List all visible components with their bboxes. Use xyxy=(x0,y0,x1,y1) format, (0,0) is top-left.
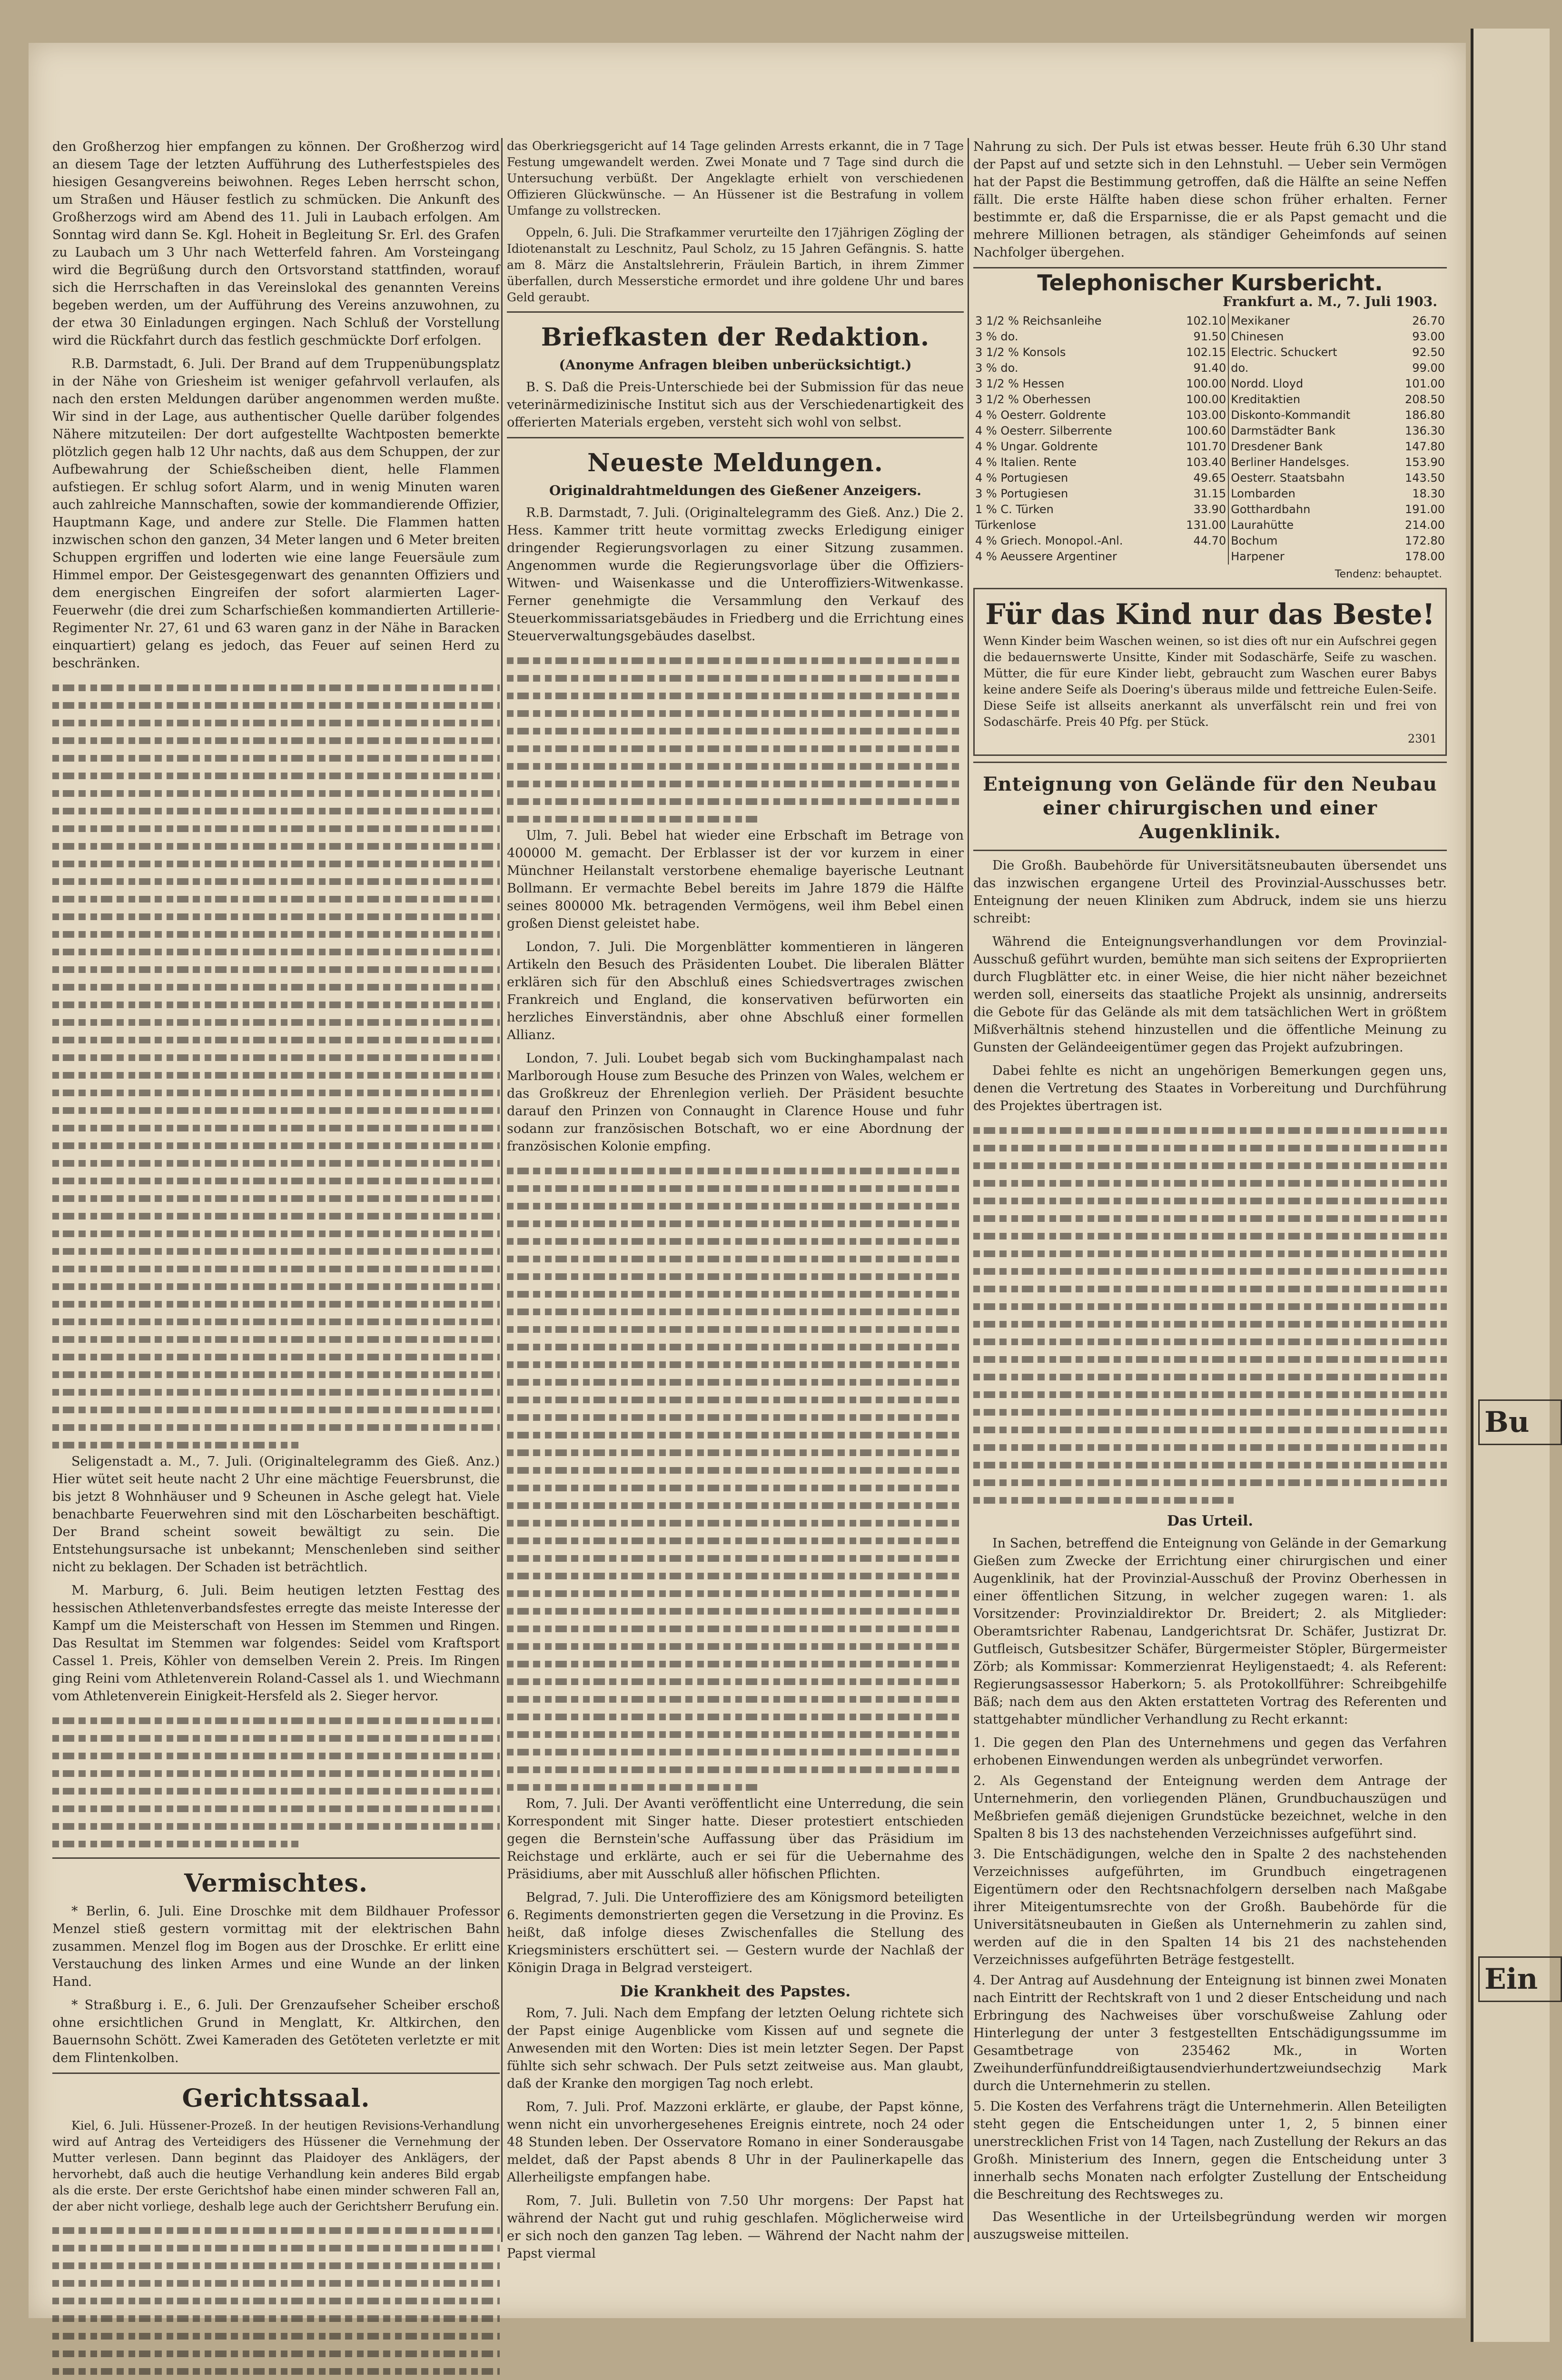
text-line xyxy=(507,1267,964,1284)
text-line xyxy=(52,995,500,1012)
enteignung-paragraph-2: Während die Enteignungsverhandlungen vor dem Provinzial-Ausschuß geführt wurden, bemühte man sich seitens der Expropriierten durch Flugblätter etc. in einer Weise, die hier nicht näher bezeichnet werden soll, einerseits das staatliche Projekt als unsinnig, andrerseits die Gebote für das Gelände als mit dem tatsächlichen Wert in größtem Mißverhältnis stehend hinzustellen und die öffentliche Meinung zu Gunsten der Geländeeigentümer gegen das Projekt aufzubringen. xyxy=(973,934,1447,1055)
kurs-name: 4 % Aeussere Argentiner xyxy=(975,550,1117,563)
kurs-name: do. xyxy=(1228,360,1390,376)
text-line xyxy=(507,721,964,739)
text-line xyxy=(507,1601,964,1619)
text-line xyxy=(507,1513,964,1531)
text-line xyxy=(52,924,500,942)
kurs-name: Berliner Handelsges. xyxy=(1228,455,1390,470)
kurs-name: Lombarden xyxy=(1228,486,1390,502)
text-line xyxy=(52,1312,500,1329)
kurs-value: 102.10 xyxy=(1186,314,1226,327)
heading-enteignung: Enteignung von Gelände für den Neubau einer chirurgischen und einer Augenklinik. xyxy=(983,773,1437,843)
text-line xyxy=(973,1490,1234,1508)
article-darmstadt-brand: R.B. Darmstadt, 6. Juli. Der Brand auf dem Truppenübungsplatz in der Nähe von Griesheim ist weniger gefahrvoll verlaufen, als nach den ersten Meldungen darüber angenommen werden mußte. Wir sind in der Lage, aus authentischer Quelle darüber folgendes Nähere mitzuteilen: Der dort aufgestellte Wachtposten bemerkte plötzlich gegen halb 12 Uhr nachts, daß aus dem Schuppen, der zur Aufbewahrung der Schießscheiben dient, helle Flammen aufstiegen. Er schlug sofort Alarm, und in wenig Minuten waren auch zahlreiche Mannschaften, sowie der kommandierende Offizier, Hauptmann Kage, und andere zur Stelle. Die Flammen hatten inzwischen schon den ganzen, 34 Meter langen und 6 Meter breiten Schuppen ergriffen und loderten wie eine lange Feuersäule zum Himmel empor. Der Geistesgegenwart des genannten Offiziers und dem energischen Eingreifen der sofort alarmierten Lager-Feuerwehr (die drei zum Scharfschießen kommandierten Artillerie-Regimenter Nr. 27, 61 und 63 waren ganz in der Nähe in Baracken einquartiert) gelang es jedoch, das Feuer auf seinen Herd zu beschränken. xyxy=(52,357,500,671)
text-line xyxy=(52,801,500,819)
kurs-value: 136.30 xyxy=(1405,424,1445,437)
text-line xyxy=(52,695,500,713)
text-line xyxy=(52,1764,500,1781)
kurs-value: 208.50 xyxy=(1405,393,1445,406)
article-strassburg: * Straßburg i. E., 6. Juli. Der Grenzaufseher Scheiber erschoß ohne ersichtlichen Grund in Menglatt, Kr. Altkirchen, den Bauernsohn Schött. Zwei Kameraden des Getöteten verletzte er mit dem Flintenkolben. xyxy=(52,1998,500,2065)
text-line xyxy=(507,1196,964,1214)
article-rom-1: Rom, 7. Juli. Nach dem Empfang der letzten Oelung richtete sich der Papst einige Augenblicke vom Kissen auf und segnete die Anwesenden mit den Worten: Dies ist mein letzter Segen. Der Papst fühlte sich sehr schwach. Der Puls setzt zeitweise aus. Man glaubt, daß der Kranke den morgigen Tag noch erlebt. xyxy=(507,2006,964,2091)
text-line xyxy=(52,1206,500,1224)
kurs-name: 3 % do. xyxy=(975,361,1018,375)
kurs-value: 92.50 xyxy=(1412,346,1445,359)
text-line xyxy=(973,1349,1447,1367)
kurs-value: 102.15 xyxy=(1186,346,1226,359)
kurs-value: 91.40 xyxy=(1193,361,1226,375)
kurs-value: 103.00 xyxy=(1186,408,1226,422)
kurs-value: 18.30 xyxy=(1412,487,1445,500)
text-line xyxy=(973,1367,1447,1385)
text-line xyxy=(507,668,964,686)
text-line xyxy=(507,1302,964,1319)
column-1 xyxy=(52,138,500,2242)
kurs-value: 178.00 xyxy=(1405,550,1445,563)
article-ulm: Ulm, 7. Juli. Bebel hat wieder eine Erbschaft im Betrage von 400000 M. gemacht. Der Erblasser ist der vor kurzem in einer Münchner Heilanstalt verstorbene ehemalige bayerische Leutnant Bollmann. Er vermachte Bebel bereits im Jahre 1879 die Hälfte seines 800000 Mk. betragenden Vermögens, weil ihm Bebel einen großen Dienst geleistet habe. xyxy=(507,828,964,931)
urteil-item: 3. Die Entschädigungen, welche den in Spalte 2 des nachstehenden Verzeichnisses aufgeführten, im Grundbuch eingetragenen Eigentümern oder den Rechtsnachfolgern derselben nach Maßgabe ihrer Miteigentumsrechte von der Großh. Baubehörde für die Universitätsneubauten in Gießen als Unternehmerin zu zahlen sind, werden auf die in den Spalten 14 bis 21 des nachstehenden Verzeichnisses aufgeführten Beträge festgestellt. xyxy=(973,1847,1447,1967)
article-seligenstadt: Seligenstadt a. M., 7. Juli. (Originaltelegramm des Gieß. Anz.) Hier wütet seit heute nacht 2 Uhr eine mächtige Feuersbrunst, die bis jetzt 8 Wohnhäuser und 9 Scheunen in Asche gelegt hat. Viele benachbarte Feuerwehren sind mit den Löscharbeiten beschäftigt. Der Brand scheint soweit bewältigt zu sein. Die Entstehungsursache ist unbekannt; Menschenleben sind seither nicht zu beklagen. Der Schaden ist beträchtlich. xyxy=(52,1454,500,1575)
text-line xyxy=(973,1209,1447,1226)
kurs-value: 26.70 xyxy=(1412,314,1445,327)
text-line xyxy=(52,1224,500,1241)
kurs-name: 3 % Portugiesen xyxy=(975,487,1068,500)
text-lines-enteignung xyxy=(973,1121,1447,1508)
text-line xyxy=(52,1294,500,1312)
kurs-row xyxy=(973,470,1447,486)
heading-neueste-meldungen: Neueste Meldungen. xyxy=(587,448,883,477)
text-line xyxy=(52,1083,500,1101)
text-line xyxy=(52,1418,500,1435)
kurs-row xyxy=(973,517,1447,533)
kurs-row xyxy=(973,502,1447,517)
text-line xyxy=(52,1030,500,1048)
text-line xyxy=(507,1725,964,1742)
text-line xyxy=(52,1241,500,1259)
section-divider xyxy=(507,437,964,438)
section-divider xyxy=(973,850,1447,851)
text-line xyxy=(52,889,500,907)
text-line xyxy=(507,1742,964,1760)
text-line xyxy=(52,1728,500,1746)
kursbericht-title: Telephonischer Kursbericht. xyxy=(1037,270,1383,296)
kurs-name: Oesterr. Staatsbahn xyxy=(1228,470,1390,486)
text-line xyxy=(507,1548,964,1566)
text-line xyxy=(973,1138,1447,1156)
text-line xyxy=(507,1249,964,1267)
kursbericht xyxy=(973,270,1447,583)
text-line xyxy=(507,1672,964,1689)
urteil-item: 1. Die gegen den Plan des Unternehmens und gegen das Verfahren erhobenen Einwendungen werden als unbegründet verworfen. xyxy=(973,1735,1447,1768)
kursbericht-table xyxy=(973,313,1447,565)
heading-briefkasten: Briefkasten der Redaktion. xyxy=(541,323,930,352)
kurs-name: Türkenlose xyxy=(975,518,1037,532)
text-line xyxy=(507,1760,964,1777)
text-line xyxy=(52,2221,500,2238)
briefkasten-entry: B. S. Daß die Preis-Unterschiede bei der Submission für das neue veterinärmedizinische Institut sich aus der Verschiedenartigkeit des offerierten Materials ergeben, versteht sich wohl von selbst. xyxy=(507,380,964,430)
kurs-name: Bochum xyxy=(1228,533,1390,549)
kurs-value: 100.00 xyxy=(1186,393,1226,406)
text-line xyxy=(52,766,500,783)
text-line xyxy=(507,1319,964,1337)
advertisement-body: Wenn Kinder beim Waschen weinen, so ist dies oft nur ein Aufschrei gegen die bedauernswerte Unsitte, Kinder mit Sodaschärfe, Seife zu waschen. Mütter, die für eure Kinder liebt, gebraucht zum Waschen eurer Babys keine andere Seife als Doering's überaus milde und fettreiche Eulen-Seife. Diese Seife ist allseits anerkannt als unverfälscht rein und frei von Sodaschärfe. Preis 40 Pfg. per Stück. xyxy=(983,634,1437,729)
text-line xyxy=(52,1834,298,1852)
text-line xyxy=(507,1161,964,1179)
text-line xyxy=(507,1460,964,1478)
kurs-name: Diskonto-Kommandit xyxy=(1228,407,1390,423)
text-line xyxy=(52,2361,500,2379)
text-line xyxy=(52,907,500,924)
text-line xyxy=(52,1171,500,1189)
kurs-name: Electric. Schuckert xyxy=(1228,345,1390,360)
section-divider xyxy=(973,762,1447,763)
kurs-row xyxy=(973,533,1447,549)
kurs-row xyxy=(973,486,1447,502)
kurs-name: 4 % Oesterr. Silberrente xyxy=(975,424,1112,437)
text-line xyxy=(52,1048,500,1065)
text-line xyxy=(507,1566,964,1584)
urteil-preamble: In Sachen, betreffend die Enteignung von Gelände in der Gemarkung Gießen zum Zwecke der Errichtung einer chirurgischen und einer Augenklinik, hat der Provinzial-Ausschuß der Provinz Oberhessen in einer öffentlichen Sitzung, in welcher zugegen waren: 1. als Vorsitzender: Provinzialdirektor Dr. Breidert; 2. als Mitglieder: Oberamtsrichter Rabenau, Landgerichtsrat Dr. Schäfer, Justizrat Dr. Gutfleisch, Gutsbesitzer Schäfer, Bürgermeister Stöpler, Bürgermeister Zörb; als Kommissar: Kommerzienrat Heyligenstaedt; 4. als Referent: Regierungsassessor Haberkorn; 5. als Protokollführer: Schreibgehilfe Bäß; nach dem aus den Akten erstatteten Vortrag des Referenten und stattgehabter mündlicher Verhandlung zu Recht erkannt: xyxy=(973,1536,1447,1727)
text-line xyxy=(973,1173,1447,1191)
kurs-row xyxy=(973,423,1447,439)
text-line xyxy=(973,1420,1447,1438)
article-oppeln: Oppeln, 6. Juli. Die Strafkammer verurteilte den 17jährigen Zögling der Idiotenanstalt zu Leschnitz, Paul Scholz, zu 15 Jahren Gefängnis. S. hatte am 8. März die Anstaltslehrerin, Fräulein Bartich, in ihrem Zimmer überfallen, durch Messerstiche ermordet und ihre goldene Uhr und bares Geld geraubt. xyxy=(507,226,964,304)
text-line xyxy=(507,1214,964,1231)
text-line xyxy=(52,1259,500,1277)
kurs-value: 93.00 xyxy=(1412,330,1445,343)
article-rom-avanti: Rom, 7. Juli. Der Avanti veröffentlicht eine Unterredung, die sein Korrespondent mit Singer hatte. Dieser protestiert entschieden gegen die Bernstein'sche Auffassung über das Präsidium im Reichstage und erklärte, auch er sei für die Uebernahme des Präsidiums, aber mit Ausschluß aller höfischen Pflichten. xyxy=(507,1796,964,1882)
text-line xyxy=(507,651,964,668)
text-line xyxy=(52,1816,500,1834)
enteignung-paragraph-1: Die Großh. Baubehörde für Universitätsneubauten übersendet uns das inzwischen ergangene Urteil des Provinzial-Ausschusses betr. Enteignung der neuen Kliniken zum Abdruck, indem sie uns hierzu schreibt: xyxy=(973,858,1447,926)
article-rom-3: Rom, 7. Juli. Bulletin von 7.50 Uhr morgens: Der Papst hat während der Nacht gut und ruhig geschlafen. Möglicherweise wird er sich noch den ganzen Tag leben. — Während der Nacht nahm der Papst viermal xyxy=(507,2193,964,2261)
text-line xyxy=(507,1355,964,1372)
text-line xyxy=(52,678,500,695)
column-rule-2 xyxy=(968,138,969,2242)
kurs-value: 101.00 xyxy=(1405,377,1445,390)
kurs-value: 153.90 xyxy=(1405,456,1445,469)
kurs-value: 99.00 xyxy=(1412,361,1445,375)
text-line xyxy=(973,1226,1447,1244)
kurs-name: Nordd. Lloyd xyxy=(1228,376,1390,392)
text-line xyxy=(973,1314,1447,1332)
text-line xyxy=(52,836,500,854)
text-line xyxy=(52,1189,500,1206)
advertisement-eulen-seife xyxy=(973,588,1447,756)
urteil-item: 2. Als Gegenstand der Enteignung werden dem Antrage der Unternehmerin, den vorliegenden Plänen, Grundbuchauszügen und Meßbriefen gemäß diejenigen Grundstücke bezeichnet, welche in den Spalten 8 bis 13 des nachstehenden Verzeichnisses aufgeführt sind. xyxy=(973,1774,1447,1841)
kurs-row xyxy=(973,407,1447,423)
kurs-name: 1 % C. Türken xyxy=(975,503,1054,516)
text-line xyxy=(52,819,500,836)
text-line xyxy=(507,1707,964,1725)
kurs-value xyxy=(1171,549,1228,565)
text-line xyxy=(52,960,500,977)
article-belgrad: Belgrad, 7. Juli. Die Unteroffiziere des am Königsmord beteiligten 6. Regiments demonstrierten gegen die Versetzung in die Provinz. Es heißt, daß infolge dieses Zwischenfalles die Stellung des Kriegsministers erschüttert sei. — Gestern wurde der Nachlaß der Königin Draga in Belgrad versteigert. xyxy=(507,1890,964,1975)
kurs-value: 103.40 xyxy=(1186,456,1226,469)
text-line xyxy=(973,1297,1447,1314)
text-line xyxy=(507,1231,964,1249)
text-line xyxy=(52,2291,500,2309)
article-rom-2: Rom, 7. Juli. Prof. Mazzoni erklärte, er glaube, der Papst könne, wenn nicht ein unvorhergesehenes Ereignis eintrete, noch 24 oder 48 Stunden leben. Der Osservatore Romano in einer Sonderausgabe meldet, daß der Papst abends 8 Uhr in der Paulinerkapelle das Allerheiligste empfangen habe. xyxy=(507,2100,964,2185)
kurs-value: 186.80 xyxy=(1405,408,1445,422)
kurs-name: 4 % Italien. Rente xyxy=(975,456,1077,469)
kurs-value: 214.00 xyxy=(1405,518,1445,532)
kurs-value: 101.70 xyxy=(1186,440,1226,453)
text-line xyxy=(52,1277,500,1294)
text-line xyxy=(507,739,964,756)
text-line xyxy=(52,1329,500,1347)
kurs-row xyxy=(973,329,1447,345)
adjacent-heading-fragment: Bu xyxy=(1478,1399,1562,1445)
text-line xyxy=(52,2273,500,2291)
kurs-value: 91.50 xyxy=(1193,330,1226,343)
text-line xyxy=(507,1372,964,1390)
article-marburg: M. Marburg, 6. Juli. Beim heutigen letzten Festtag des hessischen Athletenverbandsfestes erregte das meiste Interesse der Kampf um die Meisterschaft von Hessen im Stemmen und Ringen. Das Resultat im Stemmen war folgendes: Seidel vom Kraftsport Cassel 1. Preis, Köhler von demselben Verein 2. Preis. Im Ringen ging Reini vom Athletenverein Roland-Cassel als 1. und Wiechmann vom Athletenverein Einigkeit-Hersfeld als 2. Sieger hervor. xyxy=(52,1583,500,1704)
text-lines-darmstadt2 xyxy=(507,651,964,827)
text-line xyxy=(52,1136,500,1153)
adjacent-page-edge xyxy=(1471,29,1550,2342)
text-line xyxy=(973,1121,1447,1138)
kurs-name: 3 1/2 % Reichsanleihe xyxy=(975,314,1102,327)
text-line xyxy=(52,942,500,960)
text-line xyxy=(52,1746,500,1764)
text-line xyxy=(52,1347,500,1365)
text-line xyxy=(52,1382,500,1400)
text-line xyxy=(52,1118,500,1136)
text-line xyxy=(973,1332,1447,1349)
kurs-value: 143.50 xyxy=(1405,471,1445,485)
text-line xyxy=(507,1584,964,1601)
article-darmstadt-kammer: R.B. Darmstadt, 7. Juli. (Originaltelegramm des Gieß. Anz.) Die 2. Hess. Kammer tritt heute vormittag zwecks Erledigung einiger dringender Regierungsvorlagen zu einer Sitzung zusammen. Angenommen wurde die Regierungsvorlage über die Offiziers-Witwen- und Waisenkasse und die Unteroffiziers-Witwenkasse. Ferner genehmigte die Versammlung den Verkauf des Steuerkommissariatsgebäudes in Friedberg und die Errichtung eines Steuerverwaltungsgebäudes daselbst. xyxy=(507,506,964,644)
text-line xyxy=(507,1654,964,1672)
text-line xyxy=(507,1390,964,1408)
text-line xyxy=(507,792,964,809)
kurs-value: 100.00 xyxy=(1186,377,1226,390)
article-berlin: * Berlin, 6. Juli. Eine Droschke mit dem Bildhauer Professor Menzel stieß gestern vormittag mit der elektrischen Bahn zusammen. Menzel flog im Bogen aus der Droschke. Er erlitt eine Verstauchung des linken Armes und eine Wunde an der linken Hand. xyxy=(52,1904,500,1989)
text-line xyxy=(973,1455,1447,1473)
text-line xyxy=(507,809,758,827)
text-line xyxy=(507,1496,964,1513)
text-line xyxy=(507,1408,964,1425)
urteil-item: 5. Die Kosten des Verfahrens trägt die Unternehmerin. Allen Beteiligten steht gegen die Entscheidungen unter 1, 2, 5 binnen einer unerstrecklichen Frist von 14 Tagen, nach Zustellung der Rekurs an das Großh. Ministerium des Innern, gegen die Entscheidung unter 3 innerhalb sechs Monaten nach erfolgter Zustellung der Entscheidung die Beschreitung des Rechtsweges zu. xyxy=(973,2099,1447,2202)
kurs-name: 3 1/2 % Oberhessen xyxy=(975,393,1091,406)
article-kiel: Kiel, 6. Juli. Hüssener-Prozeß. In der heutigen Revisions-Verhandlung wird auf Antrag des Verteidigers des Hüssener die Vernehmung der Mutter verlesen. Dann beginnt das Plaidoyer des Anklägers, der hervorhebt, daß auch die heutige Verhandlung kein anderes Bild ergab als die erste. Der erste Gerichtshof habe einen minder schweren Fall an, der aber nicht vorliege, deshalb lege auch der Gerichtsherr Berufung ein. xyxy=(52,2119,500,2213)
text-line xyxy=(52,1153,500,1171)
kurs-name: Kreditaktien xyxy=(1228,392,1390,407)
heading-krankheit-papst: Die Krankheit des Papstes. xyxy=(620,1982,851,2000)
text-line xyxy=(507,1636,964,1654)
article-papst-continuation: Nahrung zu sich. Der Puls ist etwas besser. Heute früh 6.30 Uhr stand der Papst auf und setzte sich in den Lehnstuhl. — Ueber sein Vermögen hat der Papst die Bestimmung getroffen, daß die Hälfte an seine Neffen fällt. Die erste Hälfte haben diese schon früher erhalten. Ferner bestimmte er, daß die Ersparnisse, die er als Papst gemacht und die mehrere Millionen betragen, als ständiger Geheimfonds auf seinen Nachfolger übergehen. xyxy=(973,139,1447,260)
heading-vermischtes: Vermischtes. xyxy=(184,1869,368,1898)
kurs-row xyxy=(973,455,1447,470)
text-line xyxy=(52,1065,500,1083)
kurs-name: Chinesen xyxy=(1228,329,1390,345)
enteignung-paragraph-3: Dabei fehlte es nicht an ungehörigen Bemerkungen gegen uns, denen die Vertretung des Staates in Vorbereitung und Durchführung des Projektes übertragen ist. xyxy=(973,1063,1447,1113)
column-3 xyxy=(973,138,1447,2242)
kurs-value: 191.00 xyxy=(1405,503,1445,516)
text-line xyxy=(52,713,500,731)
kurs-value: 33.90 xyxy=(1193,503,1226,516)
text-line xyxy=(973,1261,1447,1279)
text-lines-marburg xyxy=(52,1711,500,1852)
article-grossherzog: den Großherzog hier empfangen zu können. Der Großherzog wird an diesem Tage der letzten Aufführung des Lutherfestspieles des hiesigen Gesangvereins beiwohnen. Reges Leben herrscht schon, um Straßen und Häuser festlich zu schmücken. Die Ankunft des Großherzogs wird am Abend des 11. Juli in Laubach erfolgen. Am Sonntag wird dann Se. Kgl. Hoheit in Begleitung Sr. Erl. des Grafen zu Laubach um 3 Uhr nach Wetterfeld fahren. Am Vorsteingang wird die Begrüßung durch den Ortsvorstand stattfinden, worauf sich die Herrschaften in das Vereinslokal des genannten Vereins begeben werden, um der Aufführung des Vereins anzuwohnen, zu der etwa 30 Einladungen ergingen. Nach Schluß der Vorstellung wird die Rückfahrt durch das festlich geschmückte Dorf erfolgen. xyxy=(52,139,500,348)
kurs-value: 44.70 xyxy=(1193,534,1226,547)
kurs-value: 100.60 xyxy=(1186,424,1226,437)
text-line xyxy=(507,774,964,792)
kursbericht-date: Frankfurt a. M., 7. Juli 1903. xyxy=(1222,294,1437,309)
text-line xyxy=(52,2238,500,2256)
text-line xyxy=(52,872,500,889)
text-line xyxy=(507,1777,758,1795)
text-lines-kiel xyxy=(52,2221,500,2380)
kurs-name: 3 % do. xyxy=(975,330,1018,343)
text-line xyxy=(507,1689,964,1707)
kurs-row xyxy=(973,439,1447,455)
heading-urteil: Das Urteil. xyxy=(1167,1513,1253,1529)
text-line xyxy=(973,1279,1447,1297)
section-divider xyxy=(507,311,964,313)
kurs-value: 49.65 xyxy=(1193,471,1226,485)
kursbericht-tendenz: Tendenz: behauptet. xyxy=(1335,568,1442,580)
text-line xyxy=(52,977,500,995)
text-line xyxy=(973,1244,1447,1261)
kurs-row xyxy=(973,345,1447,360)
text-line xyxy=(973,1473,1447,1490)
kurs-name: Harpener xyxy=(1228,549,1390,565)
urteil-items xyxy=(973,1734,1447,2203)
section-divider xyxy=(973,267,1447,268)
kurs-name: Laurahütte xyxy=(1228,517,1390,533)
kurs-name: 4 % Oesterr. Goldrente xyxy=(975,408,1106,422)
advertisement-number: 2301 xyxy=(1407,732,1437,745)
text-line xyxy=(52,1799,500,1816)
adjacent-heading-fragment-2: Ein xyxy=(1478,1956,1562,2002)
text-line xyxy=(52,1400,500,1418)
text-line xyxy=(507,1337,964,1355)
text-line xyxy=(52,1711,500,1728)
text-line xyxy=(507,1443,964,1460)
kurs-row xyxy=(973,313,1447,329)
text-line xyxy=(52,2256,500,2273)
kurs-value: 147.80 xyxy=(1405,440,1445,453)
text-lines-darmstadt xyxy=(52,678,500,1453)
kurs-row xyxy=(973,360,1447,376)
article-london-loubet: London, 7. Juli. Loubet begab sich vom Buckinghampalast nach Marlborough House zum Besuche des Prinzen von Wales, welchem er das Großkreuz der Ehrenlegion verlieh. Der Präsident besuchte darauf den Prinzen von Connaught in Clarence House und fuhr sodann zur französischen Botschaft, wo er eine Abordnung der französischen Kolonie empfing. xyxy=(507,1051,964,1154)
text-line xyxy=(52,1012,500,1030)
heading-gerichtssaal: Gerichtssaal. xyxy=(182,2084,370,2113)
kurs-name: 4 % Portugiesen xyxy=(975,471,1068,485)
kurs-name: Gotthardbahn xyxy=(1228,502,1390,517)
text-line xyxy=(52,1435,298,1453)
kurs-name: 3 1/2 % Hessen xyxy=(975,377,1065,390)
urteil-closing: Das Wesentliche in der Urteilsbegründung werden wir morgen auszugsweise mitteilen. xyxy=(973,2210,1447,2242)
section-divider xyxy=(52,2073,500,2074)
text-line xyxy=(52,731,500,748)
text-line xyxy=(52,2309,500,2326)
text-line xyxy=(973,1402,1447,1420)
text-line xyxy=(52,2326,500,2344)
kurs-name: 3 1/2 % Konsols xyxy=(975,346,1066,359)
kurs-value: 31.15 xyxy=(1193,487,1226,500)
article-continuation: das Oberkriegsgericht auf 14 Tage gelinden Arrests erkannt, die in 7 Tage Festung umgewandelt werden. Zwei Monate und 7 Tage sind durch die Untersuchung verbüßt. Der Angeklagte erhielt von verschiedenen Offizieren Glückwünsche. — An Hüssener ist die Bestrafung in vollem Umfange zu vollstrecken. xyxy=(507,139,964,218)
urteil-item: 4. Der Antrag auf Ausdehnung der Enteignung ist binnen zwei Monaten nach Eintritt der Rechtskraft von 1 und 2 dieser Entscheidung und nach Erbringung des Nachweises über vorschußweise Zahlung oder Hinterlegung der unter 3 festgestellten Entschädigungssumme im Gesamtbetrage von 235462 Mk., in Worten Zweihunderfünfunddreißigtausendvierhundertzweiundsechzig Mark durch die Unternehmerin zu stellen. xyxy=(973,1973,1447,2093)
kurs-row xyxy=(973,376,1447,392)
text-line xyxy=(507,756,964,774)
advertisement-title: Für das Kind nur das Beste! xyxy=(985,598,1435,631)
text-line xyxy=(973,1156,1447,1173)
kurs-name: Dresdener Bank xyxy=(1228,439,1390,455)
text-line xyxy=(52,854,500,872)
text-line xyxy=(52,2344,500,2361)
text-line xyxy=(973,1438,1447,1455)
column-rule-1 xyxy=(501,138,503,2242)
text-line xyxy=(52,748,500,766)
section-divider xyxy=(52,1857,500,1859)
text-line xyxy=(52,1781,500,1799)
text-line xyxy=(507,1531,964,1548)
column-2 xyxy=(507,138,964,2261)
kurs-row xyxy=(973,549,1447,565)
kurs-value: 172.80 xyxy=(1405,534,1445,547)
briefkasten-subtitle: (Anonyme Anfragen bleiben unberücksichtigt.) xyxy=(559,357,912,373)
text-line xyxy=(507,686,964,704)
text-line xyxy=(973,1191,1447,1209)
kurs-name: Darmstädter Bank xyxy=(1228,423,1390,439)
text-line xyxy=(507,1478,964,1496)
text-line xyxy=(507,704,964,721)
text-line xyxy=(507,1179,964,1196)
text-lines-london xyxy=(507,1161,964,1795)
kurs-value: 131.00 xyxy=(1186,518,1226,532)
text-line xyxy=(52,783,500,801)
kurs-name: 4 % Ungar. Goldrente xyxy=(975,440,1098,453)
neueste-subtitle: Originaldrahtmeldungen des Gießener Anzeigers. xyxy=(549,483,921,498)
kurs-name: 4 % Griech. Monopol.-Anl. xyxy=(975,534,1123,547)
text-line xyxy=(507,1425,964,1443)
text-line xyxy=(507,1284,964,1302)
kurs-row xyxy=(973,392,1447,407)
kurs-name: Mexikaner xyxy=(1228,313,1390,329)
text-line xyxy=(973,1385,1447,1402)
text-line xyxy=(52,1101,500,1118)
text-line xyxy=(52,1365,500,1382)
text-line xyxy=(507,1619,964,1636)
article-london: London, 7. Juli. Die Morgenblätter kommentieren in längeren Artikeln den Besuch des Präsidenten Loubet. Die liberalen Blätter erklären sich für den Abschluß eines Schiedsvertrages zwischen Frankreich und England, die konservativen befürworten ein herzliches Einverständnis, aber ohne Abschluß einer formellen Allianz. xyxy=(507,940,964,1042)
